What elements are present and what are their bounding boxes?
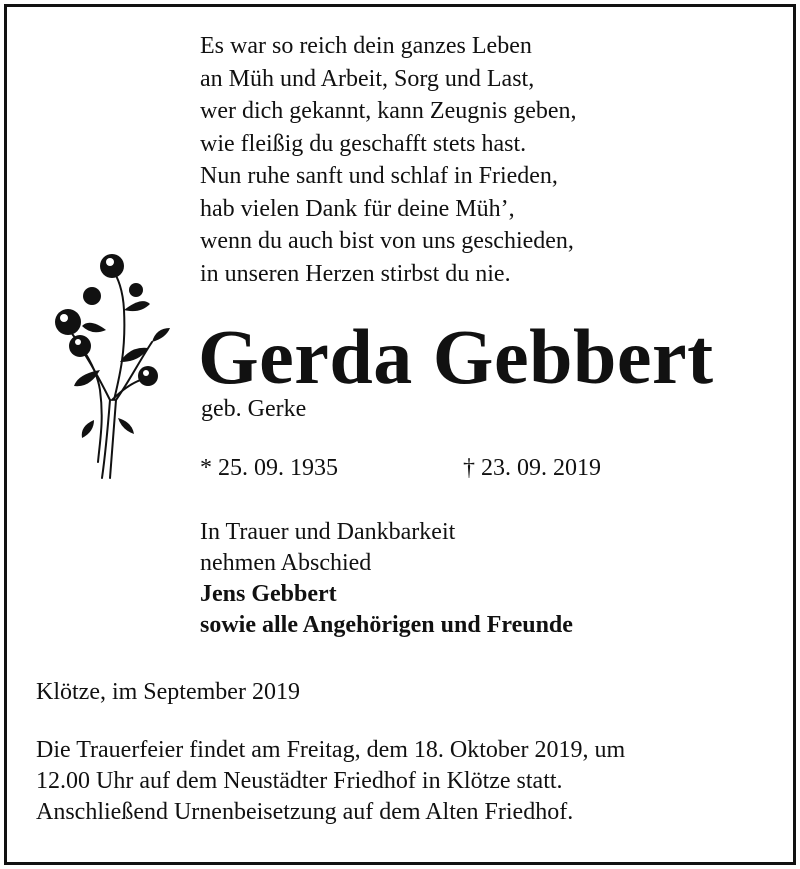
birth-date: * 25. 09. 1935 [200, 455, 338, 481]
mourner-name: sowie alle Angehörigen und Freunde [200, 612, 573, 638]
poem-line: wenn du auch bist von uns geschieden, [200, 228, 574, 254]
notice-line: Die Trauerfeier findet am Freitag, dem 18. Oktober 2019, um [36, 737, 626, 763]
notice-line: Anschließend Urnenbeisetzung auf dem Alten Friedhof. [36, 799, 574, 825]
poem-line: an Müh und Arbeit, Sorg und Last, [200, 65, 535, 92]
poem-line: Es war so reich dein ganzes Leben [200, 33, 532, 59]
poem-line: wer dich gekannt, kann Zeugnis geben, [200, 98, 577, 124]
rose-bouquet-icon [40, 250, 175, 480]
poem-line: Nun ruhe sanft und schlaf in Frieden, [200, 163, 558, 189]
poem-line: wie fleißig du geschafft stets hast. [200, 130, 527, 157]
notice-line: 12.00 Uhr auf dem Neustädter Friedhof in Klötze statt. [36, 768, 563, 794]
mourners-intro: In Trauer und Dankbarkeit [200, 519, 456, 545]
mourner-name: Jens Gebbert [200, 581, 337, 607]
death-date: † 23. 09. 2019 [463, 455, 601, 481]
poem [200, 30, 577, 290]
maiden-name: geb. Gerke [201, 396, 307, 422]
place-date: Klötze, im September 2019 [36, 679, 300, 705]
mourners-intro: nehmen Abschied [200, 550, 372, 576]
mourners-block [200, 517, 573, 641]
funeral-notice [36, 735, 625, 828]
poem-line: in unseren Herzen stirbst du nie. [200, 260, 511, 287]
deceased-name: Gerda Gebbert [198, 313, 714, 400]
poem-line: hab vielen Dank für deine Müh’, [200, 195, 515, 222]
